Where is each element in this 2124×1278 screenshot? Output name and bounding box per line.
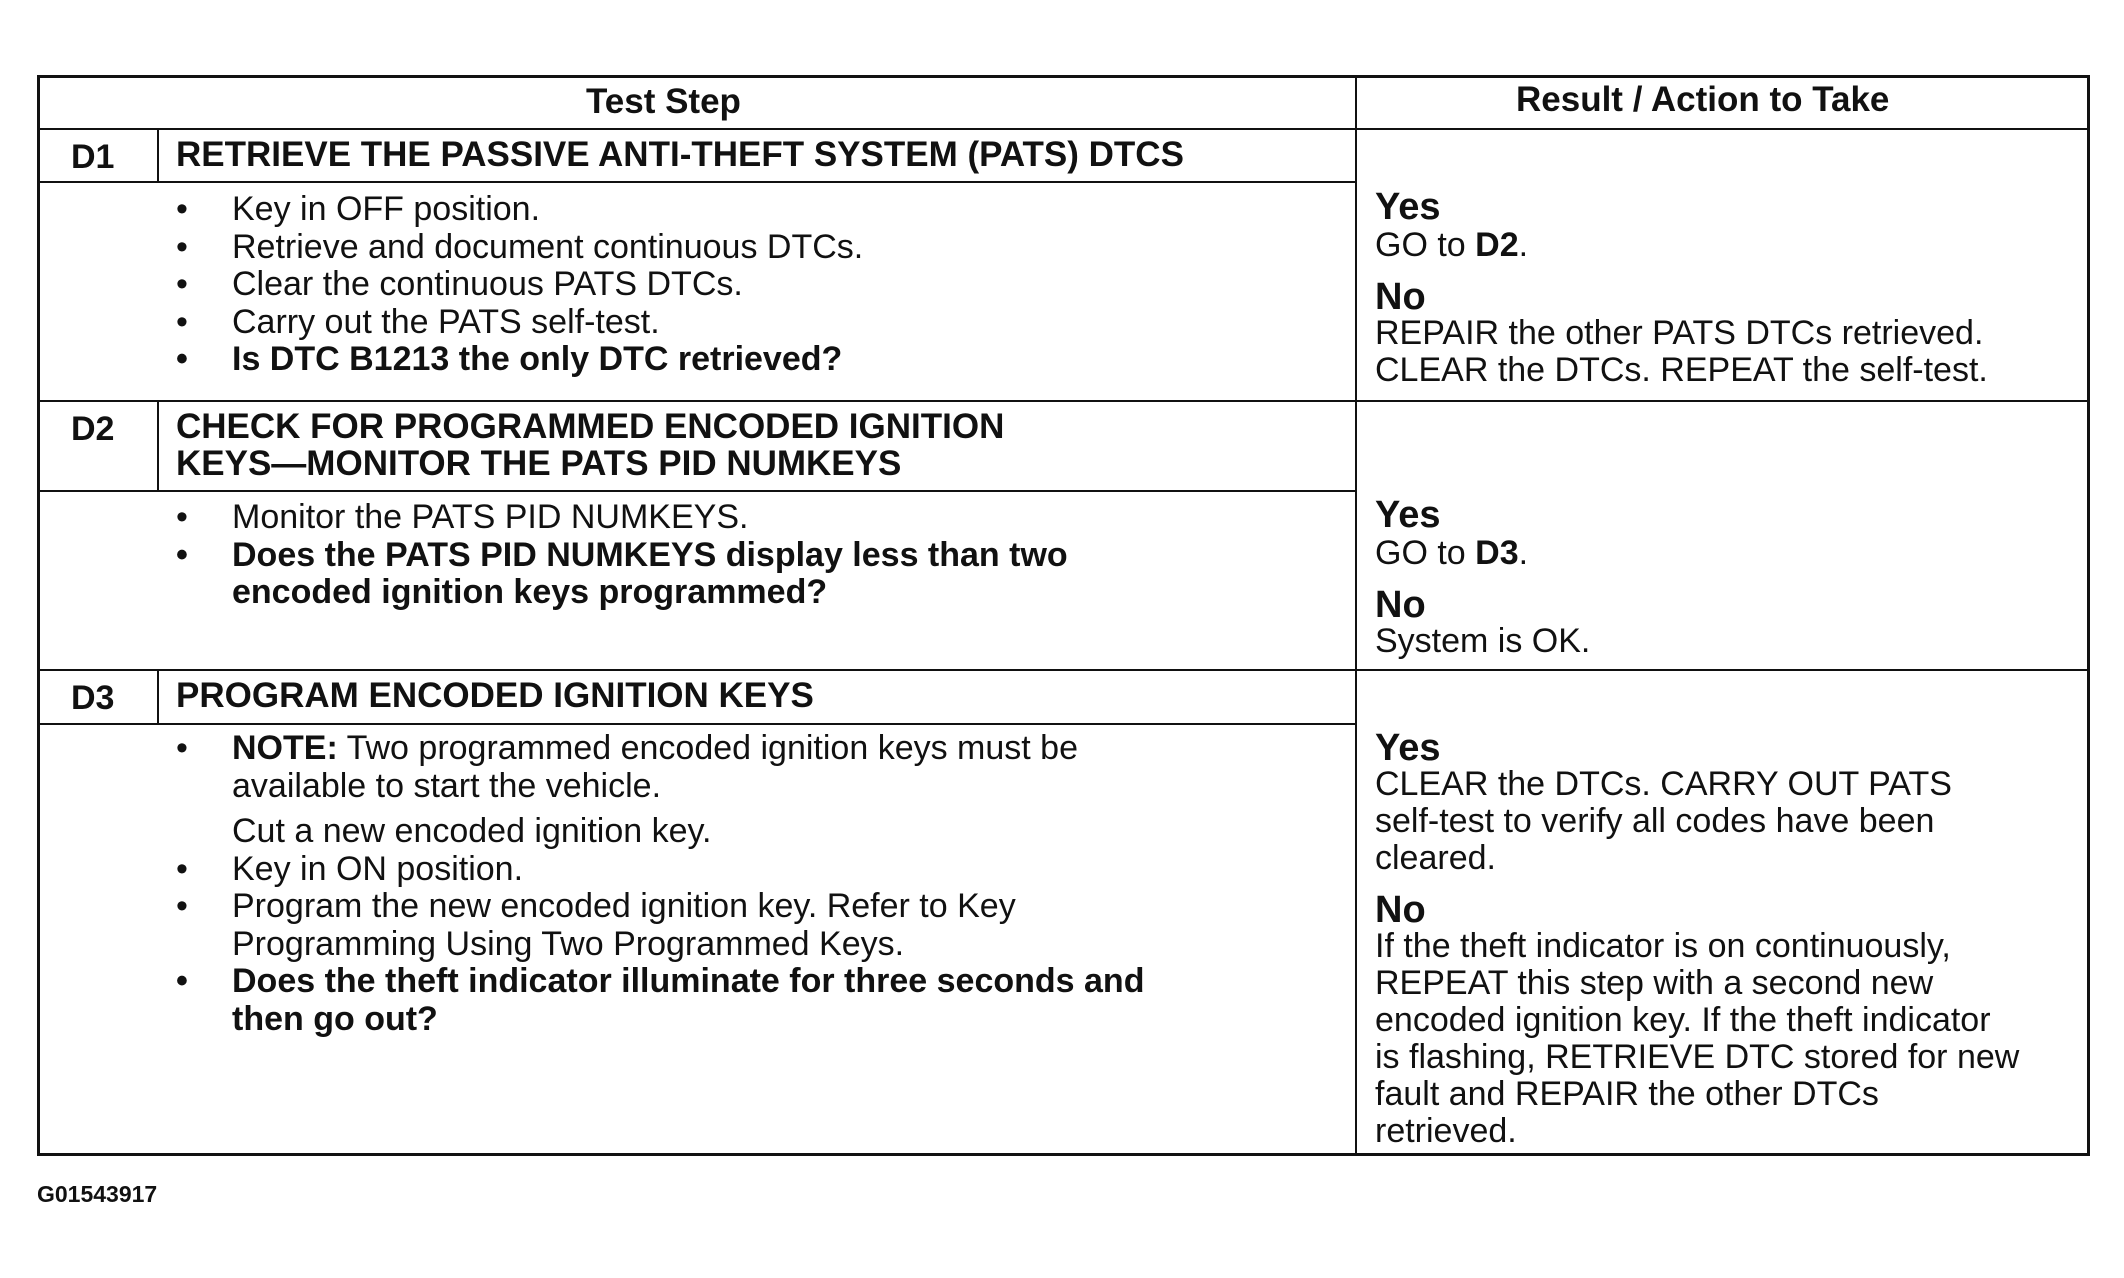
list-item-question: • Is DTC B1213 the only DTC retrieved? — [176, 340, 843, 378]
d3-no-action: If the theft indicator is on continuously, REPEAT this step with a second new encoded ignition key. If the theft indicator is flashing, RETRIEVE DTC stored for new fault and REPAIR the other DTCs retrieved. — [1375, 927, 2020, 1150]
step-title-d2: CHECK FOR PROGRAMMED ENCODED IGNITION KEYS—MONITOR THE PATS PID NUMKEYS — [176, 407, 1005, 483]
d1-yes-label: Yes — [1375, 186, 1441, 228]
d3-title-divider — [37, 723, 1357, 725]
d3-no-label: No — [1375, 889, 1426, 931]
step-title-d1: RETRIEVE THE PASSIVE ANTI-THEFT SYSTEM (PATS) DTCS — [176, 135, 1184, 174]
step-id-d2: D2 — [71, 410, 115, 448]
d2-checklist — [176, 499, 1068, 612]
list-item-question: • Does the PATS PID NUMKEYS display less than two — [176, 535, 1068, 574]
list-item-question: • Does the theft indicator illuminate for three seconds and — [176, 962, 1145, 1000]
d1-id-divider — [157, 128, 159, 181]
d1-yes-action: GO to D2. — [1375, 226, 1529, 264]
d1-d2-divider — [37, 400, 2090, 402]
result-header: Result / Action to Take — [1516, 80, 1890, 119]
list-item: • Key in OFF position. — [176, 190, 541, 228]
list-item: • Key in ON position. — [176, 849, 524, 888]
step-id-d3: D3 — [71, 679, 115, 717]
list-item-cont: Programming Using Two Programmed Keys. — [232, 924, 905, 963]
note-item-cont: available to start the vehicle. — [232, 766, 662, 805]
d2-no-action: System is OK. — [1375, 622, 1591, 660]
d3-checklist — [176, 730, 1144, 1038]
d2-title-divider — [37, 490, 1357, 492]
test-step-header: Test Step — [586, 82, 741, 121]
d2-d3-divider — [37, 669, 2090, 671]
step-id-d1: D1 — [71, 138, 115, 176]
d3-yes-label: Yes — [1375, 727, 1441, 769]
note-item: • NOTE: Two programmed encoded ignition keys must be — [176, 729, 1078, 767]
list-item: • Clear the continuous PATS DTCs. — [176, 265, 743, 303]
d1-no-action: REPAIR the other PATS DTCs retrieved. CLEAR the DTCs. REPEAT the self-test. — [1375, 314, 1988, 389]
list-item: • Monitor the PATS PID NUMKEYS. — [176, 498, 749, 536]
d2-yes-label: Yes — [1375, 494, 1441, 536]
d2-id-divider — [157, 400, 159, 490]
d3-id-divider — [157, 669, 159, 723]
step-title-d3: PROGRAM ENCODED IGNITION KEYS — [176, 676, 814, 715]
d1-checklist — [176, 191, 863, 379]
list-item: • Carry out the PATS self-test. — [176, 302, 660, 341]
column-divider — [1355, 75, 1357, 1156]
list-item-question-cont: encoded ignition keys programmed? — [232, 573, 828, 611]
list-item: • Program the new encoded ignition key. Refer to Key — [176, 887, 1016, 925]
header-divider — [37, 128, 2090, 130]
figure-id: G01543917 — [37, 1181, 158, 1207]
d1-title-divider — [37, 181, 1357, 183]
d2-yes-action: GO to D3. — [1375, 534, 1529, 572]
d3-yes-action: CLEAR the DTCs. CARRY OUT PATS self-test to verify all codes have been cleared. — [1375, 765, 1952, 877]
list-item-question-cont: then go out? — [232, 999, 438, 1038]
note-item-instruction: Cut a new encoded ignition key. — [232, 812, 712, 850]
d1-no-label: No — [1375, 276, 1426, 318]
d2-no-label: No — [1375, 584, 1426, 626]
list-item: • Retrieve and document continuous DTCs. — [176, 227, 864, 266]
